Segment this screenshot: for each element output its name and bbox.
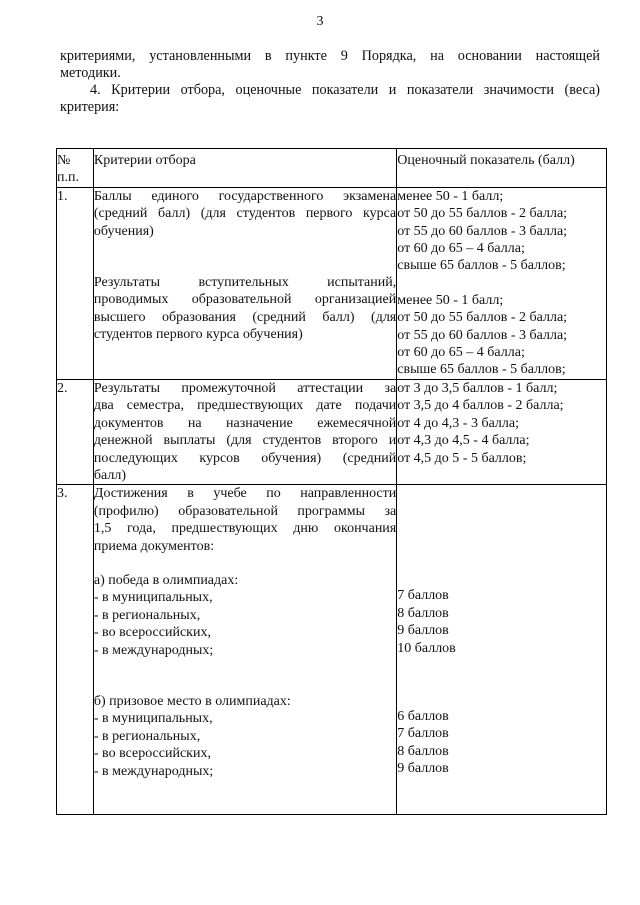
- score-line: от 60 до 65 – 4 балла;: [397, 241, 525, 257]
- score-line: от 3,5 до 4 баллов - 2 балла;: [397, 398, 564, 414]
- olympiad-level: - в международных;: [93, 642, 214, 658]
- olympiad-win-title: а) победа в олимпиадах:: [93, 572, 239, 588]
- header-number-sign: №: [57, 153, 71, 168]
- score-line: 7 баллов: [397, 588, 449, 604]
- score-line: от 60 до 65 – 4 балла;: [397, 345, 525, 361]
- table-row: [57, 485, 607, 815]
- row-number: 2.: [57, 379, 94, 484]
- criteria-line: последующих курсов обучения) (средний: [93, 450, 397, 466]
- score-line: от 50 до 55 баллов - 2 балла;: [397, 310, 568, 326]
- score-line: свыше 65 баллов - 5 баллов;: [397, 258, 566, 274]
- olympiad-level: - в муниципальных,: [93, 590, 213, 606]
- criteria-line: денежной выплаты (для студентов второго и: [93, 433, 397, 449]
- score-line: от 50 до 55 баллов - 2 балла;: [397, 206, 568, 222]
- criteria-line: балл): [93, 467, 126, 483]
- olympiad-level: - в региональных,: [93, 728, 201, 744]
- olympiad-level: - в региональных,: [93, 607, 201, 623]
- olympiad-level: - в муниципальных,: [93, 711, 213, 727]
- score-line: свыше 65 баллов - 5 баллов;: [397, 362, 566, 378]
- criteria-line: (профилю) образовательной программы за: [93, 503, 397, 519]
- olympiad-prize-title: б) призовое место в олимпиадах:: [93, 693, 291, 709]
- score-line: от 4,3 до 4,5 - 4 балла;: [397, 433, 530, 449]
- criteria-line: два семестра, предшествующих дате подачи: [93, 398, 397, 414]
- score-line: 7 баллов: [397, 726, 449, 742]
- score-line: от 55 до 60 баллов - 3 балла;: [397, 327, 568, 343]
- criteria-line: Баллы единого государственного экзамена: [93, 188, 397, 204]
- row-criteria: [93, 187, 396, 379]
- criteria-line: документов на назначение ежемесячной: [93, 415, 397, 431]
- score-line: от 55 до 60 баллов - 3 балла;: [397, 223, 568, 239]
- score-line: 8 баллов: [397, 743, 449, 759]
- criteria-line: приема документов:: [93, 538, 215, 554]
- row-number: 1.: [57, 187, 94, 379]
- score-line: менее 50 - 1 балл;: [397, 292, 504, 308]
- intro-para2-line1: 4. Критерии отбора, оценочные показатели и показатели значимости (веса): [90, 82, 600, 98]
- criteria-line: обучения): [93, 223, 154, 239]
- score-line: менее 50 - 1 балл;: [397, 188, 504, 204]
- criteria-line: 1,5 года, предшествующих дню окончания: [93, 521, 397, 537]
- intro-para1-line2: методики.: [60, 65, 121, 81]
- score-line: от 4 до 4,3 - 3 балла;: [397, 415, 520, 431]
- row-criteria: [93, 379, 396, 484]
- row-scores: [397, 379, 607, 484]
- table-header-row: [57, 149, 607, 188]
- olympiad-level: - в международных;: [93, 763, 214, 779]
- score-line: от 3 до 3,5 баллов - 1 балл;: [397, 380, 558, 396]
- page-number: 3: [316, 14, 324, 29]
- score-line: 9 баллов: [397, 761, 449, 777]
- criteria-table: [56, 148, 607, 815]
- row-criteria: [93, 485, 396, 815]
- score-line: от 4,5 до 5 - 5 баллов;: [397, 450, 527, 466]
- criteria-line: Результаты вступительных испытаний,: [93, 275, 397, 291]
- score-line: 9 баллов: [397, 623, 449, 639]
- criteria-line: Результаты промежуточной аттестации за: [93, 380, 397, 396]
- score-line: 8 баллов: [397, 605, 449, 621]
- header-criteria: Критерии отбора: [93, 149, 396, 188]
- criteria-line: студентов первого курса обучения): [93, 327, 303, 343]
- header-score: Оценочный показатель (балл): [397, 149, 607, 188]
- row-number: 3.: [57, 485, 94, 815]
- criteria-line: (средний балл) (для студентов первого курса: [93, 206, 397, 222]
- intro-para2-line2: критерия:: [60, 99, 120, 115]
- header-number-abbrev: п.п.: [57, 170, 79, 186]
- criteria-line: высшего образования (средний балл) (для: [93, 309, 397, 325]
- criteria-line: проводимых образовательной организацией: [93, 292, 397, 308]
- score-line: 6 баллов: [397, 708, 449, 724]
- table-row: [57, 187, 607, 379]
- row-scores: [397, 187, 607, 379]
- olympiad-level: - во всероссийских,: [93, 625, 211, 641]
- table-row: [57, 379, 607, 484]
- olympiad-level: - во всероссийских,: [93, 746, 211, 762]
- criteria-line: Достижения в учебе по направленности: [93, 486, 397, 502]
- score-line: 10 баллов: [397, 640, 456, 656]
- row-scores: [397, 485, 607, 815]
- header-number: [57, 149, 94, 188]
- intro-para1-line1: критериями, установленными в пункте 9 Порядка, на основании настоящей: [60, 48, 600, 64]
- intro-text: [60, 48, 600, 116]
